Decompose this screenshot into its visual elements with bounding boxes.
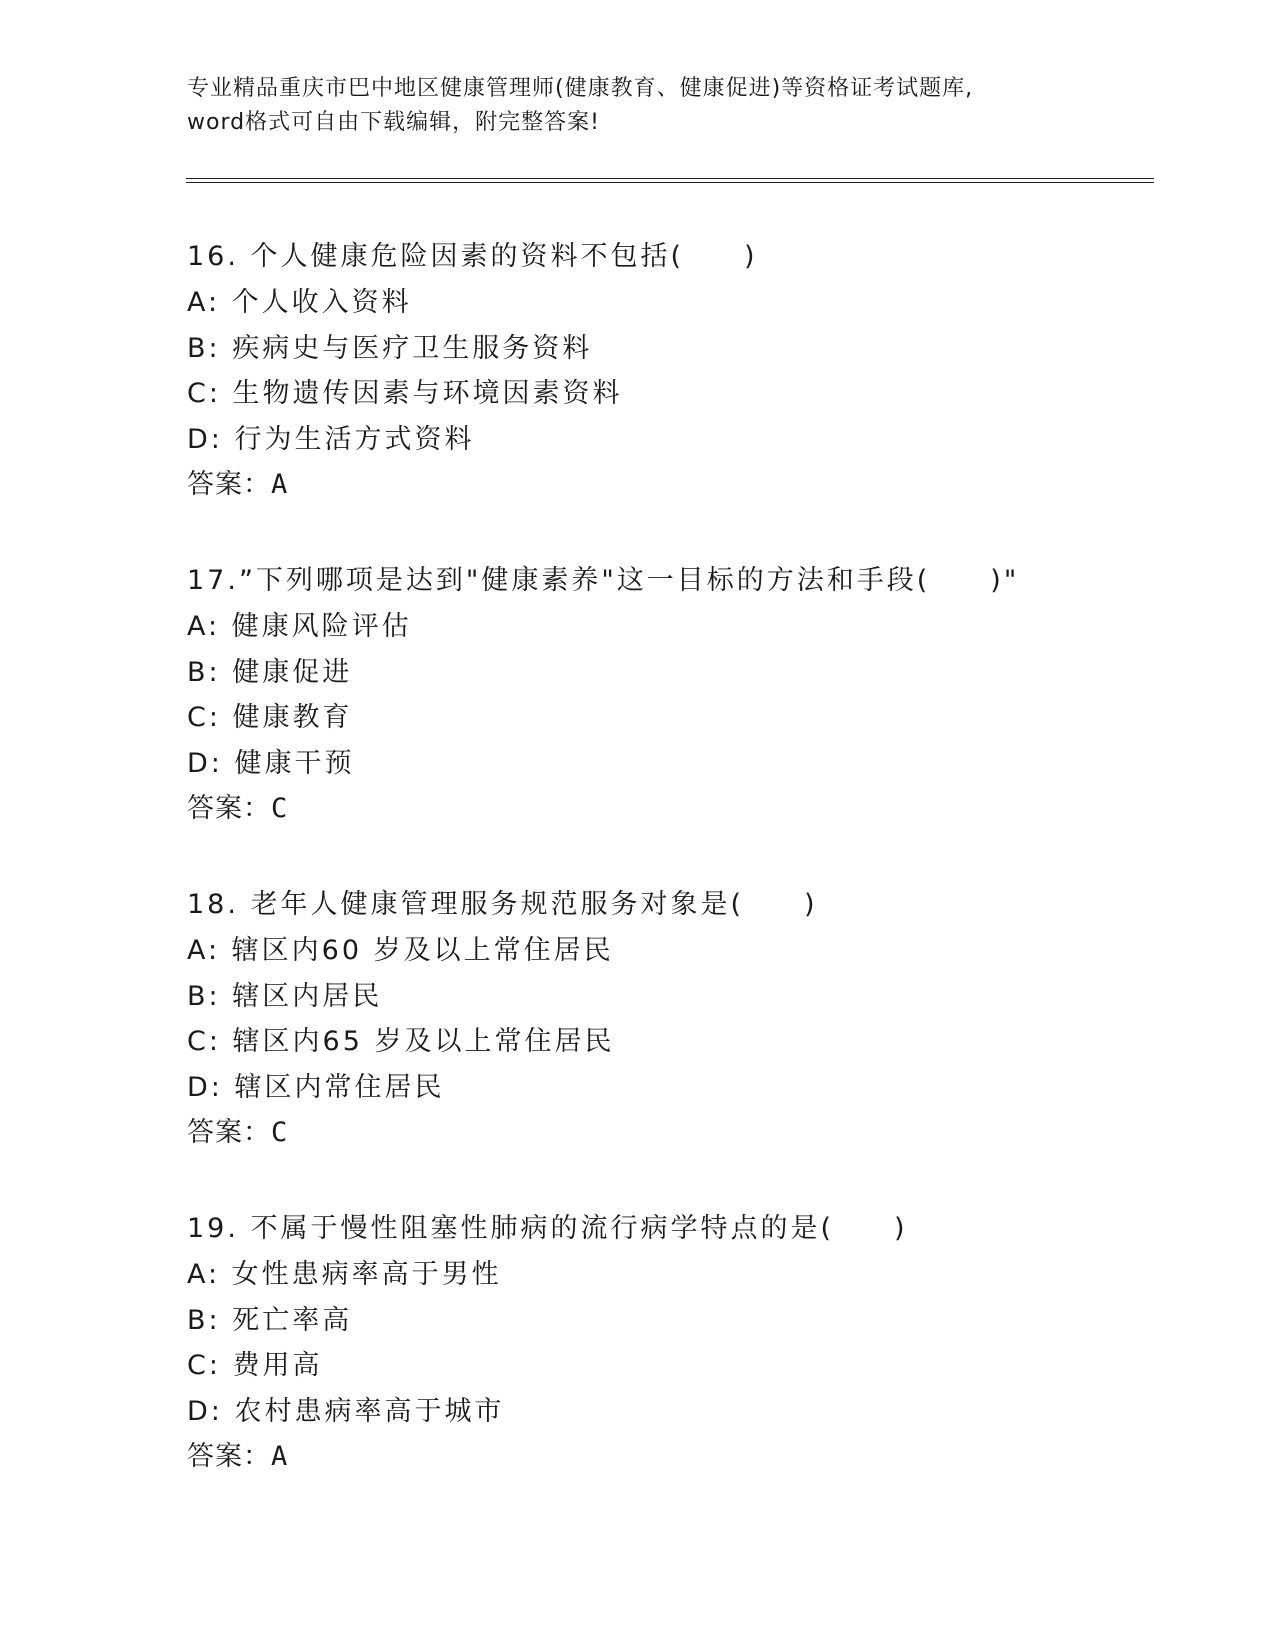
answer-line [187,1434,1187,1480]
option-a: A: 健康风险评估 [187,611,412,642]
option-b: B: 死亡率高 [187,1304,353,1336]
question-16 [187,234,1187,508]
answer-label: 答案： [187,1441,271,1472]
header-line-2: word格式可自由下载编辑，附完整答案! [187,110,600,135]
option-b: B: 疾病史与医疗卫生服务资料 [187,332,593,364]
option-d: D: 行为生活方式资料 [187,423,475,455]
question-stem: 17.”下列哪项是达到"健康素养"这一目标的方法和手段( )" [187,565,1020,596]
answer-line [187,462,1187,508]
option-c: C: 生物遗传因素与环境因素资料 [187,378,623,409]
option-a: A: 个人收入资料 [187,287,412,318]
option-d: D: 健康干预 [187,747,355,779]
answer-line [187,1110,1187,1156]
answer-value: A [271,1441,289,1472]
question-19 [187,1206,1187,1480]
document-header [187,72,1087,140]
question-17 [187,558,1187,832]
question-list [187,234,1187,1530]
answer-value: C [271,1117,289,1148]
answer-label: 答案： [187,1117,271,1148]
header-divider-top [186,178,1154,179]
option-c: C: 费用高 [187,1350,323,1381]
option-d: D: 辖区内常住居民 [187,1071,445,1103]
question-stem: 16. 个人健康危险因素的资料不包括( ) [187,241,758,272]
header-line-1: 专业精品重庆市巴中地区健康管理师(健康教育、健康促进)等资格证考试题库, [187,76,974,101]
option-b: B: 辖区内居民 [187,980,383,1012]
option-c: C: 健康教育 [187,702,353,733]
header-divider-bottom [186,182,1154,183]
option-c: C: 辖区内65 岁及以上常住居民 [187,1026,615,1057]
option-a: A: 女性患病率高于男性 [187,1259,502,1290]
option-b: B: 健康促进 [187,656,353,688]
question-18 [187,882,1187,1156]
question-stem: 19. 不属于慢性阻塞性肺病的流行病学特点的是( ) [187,1213,908,1244]
answer-value: A [271,469,289,500]
option-d: D: 农村患病率高于城市 [187,1395,505,1427]
option-a: A: 辖区内60 岁及以上常住居民 [187,935,614,966]
answer-value: C [271,793,289,824]
answer-label: 答案： [187,469,271,500]
answer-label: 答案： [187,793,271,824]
answer-line [187,786,1187,832]
question-stem: 18. 老年人健康管理服务规范服务对象是( ) [187,889,818,920]
